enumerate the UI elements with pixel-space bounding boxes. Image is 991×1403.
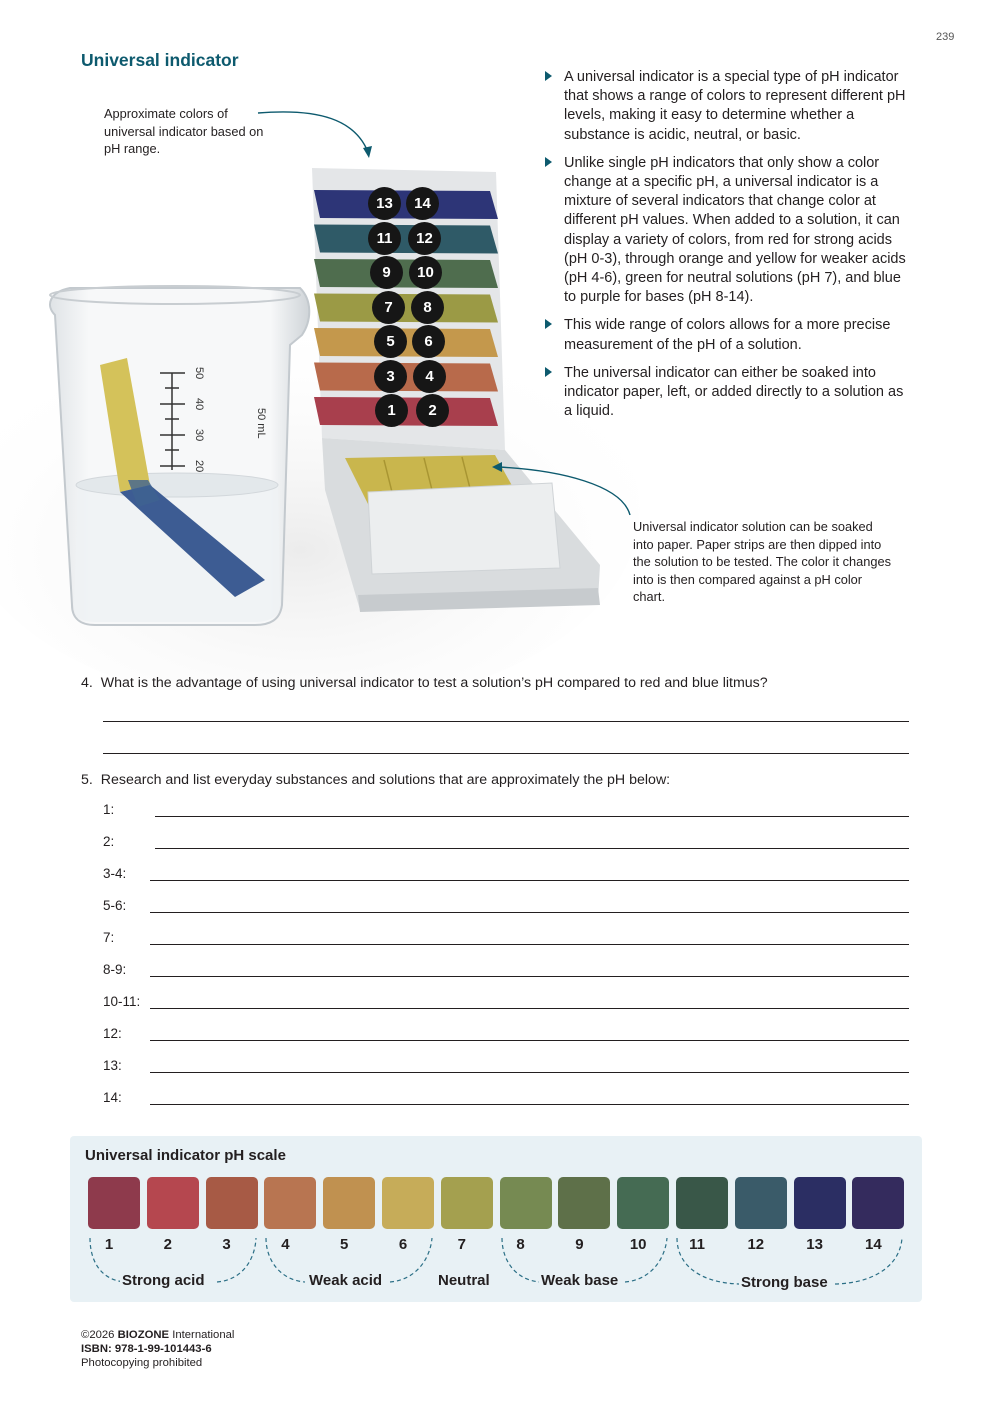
ph-row-answer-line[interactable] xyxy=(155,848,909,849)
ph-value: 3 xyxy=(222,1236,231,1253)
ph-row-label: 5-6: xyxy=(103,898,127,913)
ph-row-answer-line[interactable] xyxy=(150,1072,909,1073)
beaker-grad-50: 50 xyxy=(193,367,205,380)
ph-swatch xyxy=(441,1177,493,1229)
group-strong-base: Strong base xyxy=(741,1274,828,1291)
arrow-top-icon xyxy=(258,112,368,152)
ph-value: 13 xyxy=(806,1236,823,1253)
ph-value: 7 xyxy=(457,1236,466,1253)
chart-ph-number: 9 xyxy=(370,256,403,289)
bullet-item: A universal indicator is a special type of pH indicator that shows a range of colors to represent different pH levels, making it easy to determine whether a substance is acidic, neutral, or basic. xyxy=(545,68,915,145)
beaker-grad-30: 30 xyxy=(193,429,205,442)
ph-row-label: 7: xyxy=(103,930,115,945)
ph-swatch xyxy=(676,1177,728,1229)
group-neutral: Neutral xyxy=(438,1272,490,1289)
ph-row-answer-line[interactable] xyxy=(150,976,909,977)
ph-row-label: 13: xyxy=(103,1058,122,1073)
chart-ph-number: 14 xyxy=(406,187,439,220)
group-strong-acid: Strong acid xyxy=(122,1272,205,1289)
bullet-item: This wide range of colors allows for a more precise measurement of the pH of a solution. xyxy=(545,316,915,354)
ph-swatch xyxy=(147,1177,199,1229)
ph-value: 5 xyxy=(340,1236,349,1253)
ph-row-label: 3-4: xyxy=(103,866,127,881)
chart-ph-number: 6 xyxy=(412,325,445,358)
callout-top: Approximate colors of universal indicator based on pH range. xyxy=(104,106,264,156)
ph-value: 8 xyxy=(516,1236,525,1253)
indicator-illustration xyxy=(0,60,640,690)
section-heading: Universal indicator xyxy=(81,50,239,70)
ph-row-answer-line[interactable] xyxy=(150,944,909,945)
chart-ph-number: 7 xyxy=(372,291,405,324)
footer xyxy=(81,1328,234,1370)
chart-ph-number: 11 xyxy=(368,222,401,255)
ph-row-label: 10-11: xyxy=(103,994,141,1009)
ph-row-label: 2: xyxy=(103,834,115,849)
answer-line-q4-1[interactable] xyxy=(103,721,909,722)
bullet-arrow-icon xyxy=(545,367,552,377)
ph-row-answer-line[interactable] xyxy=(150,880,909,881)
chart-ph-number: 13 xyxy=(368,187,401,220)
ph-swatch xyxy=(382,1177,434,1229)
question-5: 5. Research and list everyday substances and solutions that are approximately the pH below: xyxy=(81,772,671,788)
ph-swatch xyxy=(88,1177,140,1229)
chart-ph-number: 12 xyxy=(408,222,441,255)
bullet-arrow-icon xyxy=(545,71,552,81)
photocopy-notice: Photocopying prohibited xyxy=(81,1357,203,1369)
bullet-arrow-icon xyxy=(545,319,552,329)
bullet-item: Unlike single pH indicators that only show a color change at a specific pH, a universal indicator is a mixture of several indicators that change color at different pH values. When added to a solution, it can display a variety of colors, from red for strong acids (pH 0-3), through orange and yellow for weaker acids (pH 4-6), green for neutral solutions (pH 7), and blue to purple for bases (pH 8-14). xyxy=(545,154,915,308)
ph-row-label: 1: xyxy=(103,802,115,817)
ph-row-answer-line[interactable] xyxy=(150,912,909,913)
ph-swatch xyxy=(852,1177,904,1229)
ph-value: 2 xyxy=(163,1236,172,1253)
ph-row-answer-line[interactable] xyxy=(150,1104,909,1105)
callout-bottom: Universal indicator solution can be soaked into paper. Paper strips are then dipped into the solution to be tested. The color it changes into is then compared against a pH color chart. xyxy=(633,519,891,604)
ph-swatch xyxy=(264,1177,316,1229)
bullet-item: The universal indicator can either be soaked into indicator paper, left, or added directly to a solution as a liquid. xyxy=(545,364,915,422)
ph-row-label: 12: xyxy=(103,1026,122,1041)
ph-swatch xyxy=(735,1177,787,1229)
ph-row-label: 14: xyxy=(103,1090,122,1105)
question-4: 4. What is the advantage of using universal indicator to test a solution’s pH compared to red and blue litmus? xyxy=(81,675,768,691)
ph-scale-title: Universal indicator pH scale xyxy=(85,1147,286,1164)
beaker-volume-label: 50 mL xyxy=(255,408,267,439)
ph-row-label: 8-9: xyxy=(103,962,127,977)
chart-color-band xyxy=(314,259,498,288)
ph-row-answer-line[interactable] xyxy=(150,1040,909,1041)
chart-color-band xyxy=(314,225,498,254)
ph-swatch xyxy=(558,1177,610,1229)
ph-value: 9 xyxy=(575,1236,584,1253)
group-weak-acid: Weak acid xyxy=(309,1272,383,1289)
group-weak-base: Weak base xyxy=(541,1272,619,1289)
bullet-arrow-icon xyxy=(545,157,552,167)
chart-ph-number: 3 xyxy=(374,360,407,393)
chart-ph-number: 2 xyxy=(416,394,449,427)
ph-swatch xyxy=(323,1177,375,1229)
ph-row-answer-line[interactable] xyxy=(155,816,909,817)
copyright: ©2026 BIOZONE International xyxy=(81,1329,235,1341)
ph-swatch xyxy=(617,1177,669,1229)
ph-value: 12 xyxy=(747,1236,765,1253)
bullet-list xyxy=(545,68,915,430)
chart-ph-number: 5 xyxy=(374,325,407,358)
ph-value: 6 xyxy=(398,1236,408,1253)
chart-color-band xyxy=(314,294,498,323)
ph-value: 11 xyxy=(689,1236,705,1253)
chart-ph-number: 4 xyxy=(413,360,446,393)
beaker xyxy=(50,286,309,625)
isbn: ISBN: 978-1-99-101443-6 xyxy=(81,1343,212,1355)
ph-value: 14 xyxy=(865,1236,882,1253)
ph-value: 10 xyxy=(629,1236,647,1253)
beaker-grad-40: 40 xyxy=(193,398,205,411)
ph-value: 1 xyxy=(104,1236,114,1253)
chart-ph-number: 10 xyxy=(409,256,442,289)
ph-value: 4 xyxy=(281,1236,290,1253)
ph-swatch xyxy=(794,1177,846,1229)
ph-swatch xyxy=(500,1177,552,1229)
chart-ph-number: 8 xyxy=(411,291,444,324)
page-number: 239 xyxy=(936,31,955,43)
ph-swatch xyxy=(206,1177,258,1229)
answer-line-q4-2[interactable] xyxy=(103,753,909,754)
ph-row-answer-line[interactable] xyxy=(150,1008,909,1009)
beaker-grad-20: 20 xyxy=(193,460,205,473)
chart-ph-number: 1 xyxy=(375,394,408,427)
